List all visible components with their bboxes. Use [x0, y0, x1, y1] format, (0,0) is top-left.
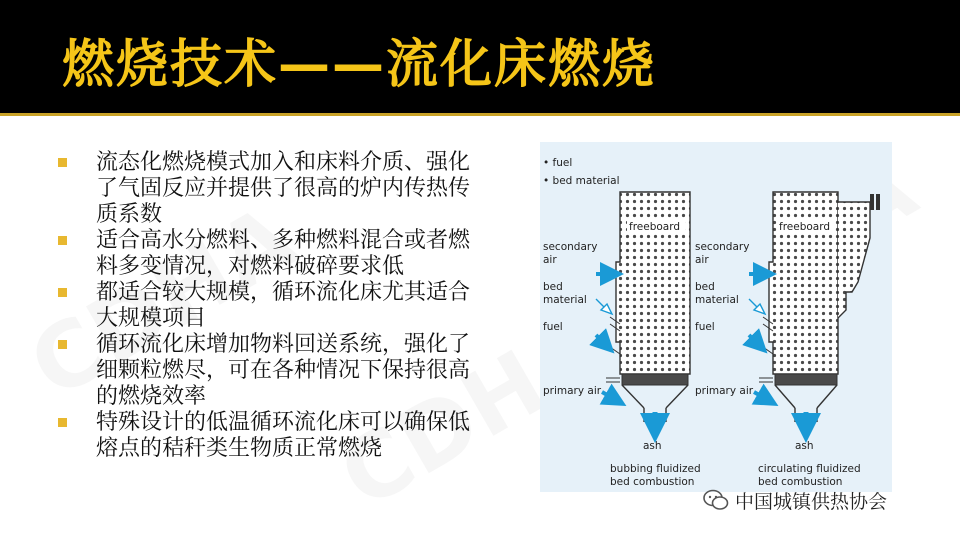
left-fuel-label: fuel	[543, 321, 563, 333]
legend-bed-material: • bed material	[543, 175, 620, 187]
right-secondary-air-label: secondary	[695, 241, 750, 253]
bullet-text: 特殊设计的低温循环流化床可以确保低熔点的秸秆类生物质正常燃烧	[96, 410, 471, 461]
fluidized-bed-diagram	[540, 142, 892, 492]
bullet-marker-icon	[58, 340, 67, 349]
right-caption: bed combustion	[758, 476, 843, 488]
left-secondary-air-label: air	[543, 254, 557, 266]
bullet-item	[58, 150, 488, 228]
right-bed-material-label: material	[695, 294, 739, 306]
slide-title: 燃烧技术——流化床燃烧	[62, 35, 657, 95]
bullet-marker-icon	[58, 158, 67, 167]
wechat-icon	[703, 489, 729, 511]
wechat-account-badge	[703, 486, 887, 514]
left-secondary-air-label: secondary	[543, 241, 598, 253]
bubbling-bed-reactor	[606, 192, 690, 422]
bullet-marker-icon	[58, 236, 67, 245]
left-caption: bubbing fluidized	[610, 463, 701, 475]
right-secondary-air-label: air	[695, 254, 709, 266]
right-bed-material-label: bed	[695, 281, 715, 293]
circulating-bed-reactor	[759, 192, 880, 422]
right-ash-label: ash	[795, 440, 814, 452]
right-primary-air-label: primary air	[695, 385, 754, 397]
bullet-text: 适合高水分燃料、多种燃料混合或者燃料多变情况，对燃料破碎要求低	[96, 228, 471, 279]
bullet-text: 流态化燃烧模式加入和床料介质、强化了气固反应并提供了很高的炉内传热传质系数	[96, 150, 471, 227]
left-primary-air-label: primary air	[543, 385, 602, 397]
legend-fuel: • fuel	[543, 157, 573, 169]
bullet-text: 都适合较大规模，循环流化床尤其适合大规模项目	[96, 280, 471, 331]
bullet-item	[58, 332, 488, 410]
left-caption: bed combustion	[610, 476, 695, 488]
bullet-item	[58, 228, 488, 280]
bullet-item	[58, 280, 488, 332]
right-freeboard-label: freeboard	[779, 221, 831, 233]
bullet-marker-icon	[58, 418, 67, 427]
bullet-item	[58, 410, 488, 462]
bullet-text: 循环流化床增加物料回送系统，强化了细颗粒燃尽，可在各种情况下保持很高的燃烧效率	[96, 332, 471, 409]
left-bed-material-label: material	[543, 294, 587, 306]
right-caption: circulating fluidized	[758, 463, 861, 475]
left-freeboard-label: freeboard	[629, 221, 681, 233]
left-ash-label: ash	[643, 440, 662, 452]
left-bed-material-label: bed	[543, 281, 563, 293]
wechat-account-name: 中国城镇供热协会	[735, 490, 888, 513]
title-divider	[0, 113, 960, 116]
bullet-list	[58, 150, 488, 462]
right-fuel-label: fuel	[695, 321, 715, 333]
title-bar	[0, 0, 960, 113]
bullet-marker-icon	[58, 288, 67, 297]
